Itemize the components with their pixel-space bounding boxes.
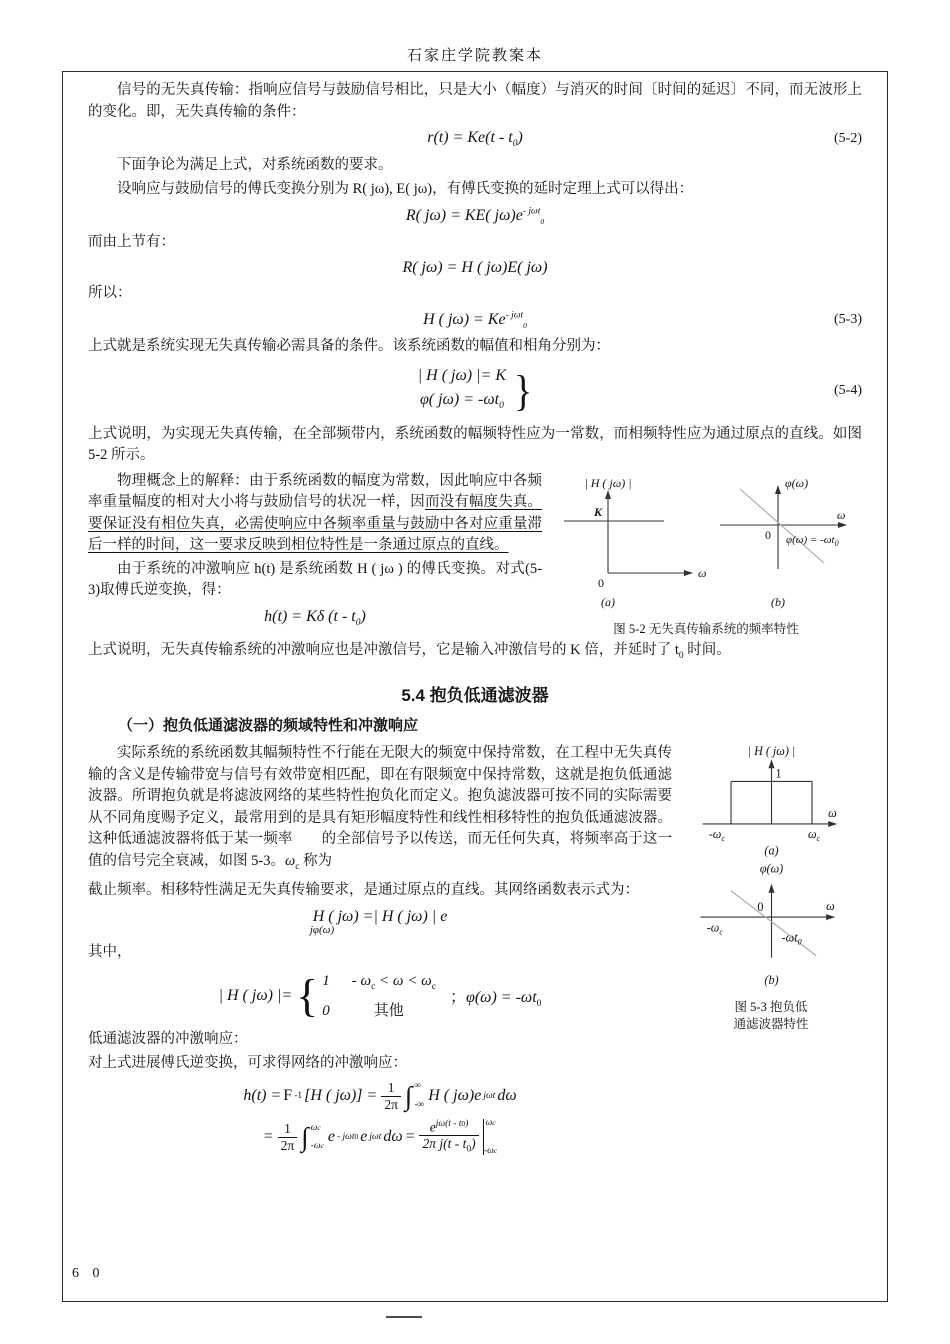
i1-domega: dω <box>497 1087 517 1105</box>
impulse-integral-1-line <box>243 1080 516 1112</box>
eq-h-body: H ( jω) = Ke <box>423 311 506 329</box>
paragraph-previous-section: 而由上节有： <box>88 233 175 250</box>
fig52a-y-arrow <box>605 490 611 499</box>
fig52b-zero-label: 0 <box>765 527 771 542</box>
eq-r1-sup: - jωt <box>522 206 541 217</box>
eq-h-sup: - jωt <box>505 310 524 321</box>
equation-network-function <box>88 908 672 936</box>
paragraph-distortionless-intro: 信号的无失真传输：指响应信号与鼓励信号相比，只是大小（幅度）与消灭的时间〔时间的延迟〕不同，而无波形上的变化。即，无失真传输的条件： <box>88 82 862 120</box>
equation-phase <box>419 390 504 411</box>
fig52b-tag: (b) <box>771 594 785 609</box>
fig53b-zero-label: 0 <box>757 900 764 915</box>
i2-lower-limit <box>311 1140 324 1152</box>
fig53b-omega-label: ω <box>826 899 835 914</box>
equation-5-3-expression <box>423 310 527 331</box>
equation-5-4-number: (5-4) <box>834 382 862 398</box>
i2-exp2-power: jωt <box>369 1132 382 1143</box>
fig53a-neg-wc-sub: c <box>721 834 725 844</box>
text-figure-row-52 <box>88 469 862 638</box>
piecewise-lhs: | H ( jω) |= <box>218 987 293 1005</box>
fig53b-wt0-main: -ωt <box>781 930 798 945</box>
equation-h-delta-expression <box>264 607 366 629</box>
eq-phase-body: φ( jω) = -ωt <box>419 390 500 408</box>
impulse-integral-2-line <box>263 1118 497 1156</box>
i2-fraction2-den <box>419 1136 478 1156</box>
equation-5-2 <box>88 129 862 149</box>
fig53b-y-arrow <box>768 884 774 893</box>
i2-exp1-power-main: - jωt <box>336 1132 355 1143</box>
equation-5-3 <box>88 311 862 331</box>
i2-frac2-den-close: ) <box>471 1135 476 1151</box>
i1-fourier-operator: F <box>283 1087 293 1105</box>
i2-evaluation-bar <box>483 1118 498 1156</box>
pw-phase-expression: φ(ω) = -ωt <box>465 988 537 1006</box>
equation-r-ke <box>88 206 862 226</box>
fig52b-ylabel: φ(ω) <box>785 475 809 490</box>
i1-fraction-num: 1 <box>381 1080 401 1097</box>
fig53a-y-arrow <box>768 759 774 768</box>
i1-integral-sign: ∫ <box>404 1080 413 1111</box>
fig53b-neg-wc-sub: c <box>719 927 723 937</box>
piecewise-group <box>219 969 542 1023</box>
network-function-exponent <box>62 924 614 936</box>
fig52b-x-arrow <box>838 522 847 528</box>
right-brace-glyph: } <box>513 366 533 415</box>
i2-lower-main: -ω <box>310 1141 321 1152</box>
fig53a-x-arrow <box>828 821 837 827</box>
i1-integral-limits <box>414 1081 424 1111</box>
piecewise-rows <box>322 969 436 1023</box>
figure-5-3-caption <box>680 999 862 1033</box>
paragraph-lpf-impulse-title: 低通滤波器的冲激响应： <box>88 1031 248 1048</box>
equation-piecewise <box>88 969 672 1023</box>
paragraph-cutoff: 截止频率。相移特性满足无失真传输要求，是通过原点的直线。其网络函数表示式为： <box>88 882 639 899</box>
paragraph-flat-response: 上式说明，为实现无失真传输，在全部频带内，系统函数的幅频特性应为一常数，而相频特性应为通过原点的直线。如图 5-2 所示。 <box>88 425 862 464</box>
piecewise-row-1 <box>322 973 436 993</box>
fig53b-wt0-sub: 0 <box>797 937 802 947</box>
text-figure-row-53 <box>88 741 862 1162</box>
i2-fraction1-den: 2π <box>280 1137 295 1153</box>
network-function-exponent-text: jφ(ω) <box>309 923 335 936</box>
i2-lower-sub: c <box>320 1141 324 1151</box>
i2-fraction2-num <box>419 1119 478 1136</box>
eq-r1-body: R( jω) = KE( jω)e <box>405 206 523 224</box>
i2-bar-lower-main: -ω <box>483 1146 494 1157</box>
network-function-expression: H ( jω) =| H ( jω) | e <box>312 907 448 925</box>
equation-r-he-expression: R( jω) = H ( jω)E( jω) <box>402 259 548 277</box>
ideal-lpf-part2: 称为 <box>299 852 333 869</box>
fig53b-neg-wc-label <box>707 921 724 937</box>
i2-bar-limits <box>484 1118 497 1156</box>
page-header-title: 石家庄学院教案本 <box>406 48 543 64</box>
section-5-4-subtitle: （一）抱负低通滤波器的频域特性和冲激响应 <box>118 717 419 735</box>
equation-5-2-number: (5-2) <box>834 131 862 147</box>
paragraph-discussion: 下面争论为满足上式，对系统函数的要求。 <box>117 157 393 174</box>
i2-integral-sign: ∫ <box>301 1121 309 1152</box>
i2-bar-lower <box>484 1146 497 1156</box>
fig53a-omega-label: ω <box>828 806 837 821</box>
i2-integral-limits <box>311 1122 324 1152</box>
fig52b-omega-label: ω <box>837 507 846 522</box>
i2-frac2-den-main: 2π j(t - t <box>422 1135 467 1151</box>
i1-integrand-exponent: jωt <box>483 1091 496 1102</box>
i2-fraction-2 <box>419 1119 478 1156</box>
fig52b-phase-eq-main: φ(ω) = -ωt <box>786 533 835 546</box>
fig52b-phase-eq-sub: 0 <box>834 538 839 548</box>
i2-exp1-power-sub: 0 <box>354 1132 359 1142</box>
fig53a-neg-wc-label <box>709 827 726 843</box>
i1-fraction-den: 2π <box>384 1096 398 1112</box>
figure-5-2-plots <box>550 473 862 613</box>
equation-r-ke-expression <box>406 207 544 224</box>
figure-5-3-caption-line2: 通滤波器特性 <box>733 1017 809 1032</box>
fig53a-ylabel: | H ( jω) | <box>747 744 796 759</box>
ideal-lpf-omega-sub: c <box>295 861 300 872</box>
i2-bar-upper-sub: c <box>492 1118 496 1128</box>
fig53b-tag: (b) <box>764 973 779 988</box>
i2-upper-main: ω <box>310 1123 318 1134</box>
ideal-lpf-omega: ω <box>284 852 296 869</box>
fig52b-y-arrow <box>775 485 781 494</box>
fig53b-ylabel: φ(ω) <box>759 861 784 876</box>
eq52-close: ) <box>517 129 523 146</box>
i2-equals-2: = <box>404 1128 416 1146</box>
i1-fraction <box>381 1080 401 1112</box>
ideal-lpf-part1: 实际系统的系统函数其幅频特性不行能在无限大的频宽中保持常数，在工程中无失真传输的含义是传输带宽与信号有效带宽相匹配，即在有限频宽中保持常数，这就是抱负低通滤波器。所谓抱负就是将滤波网络的某些特性抱负化而定义。抱负滤波器可按不同的实际需要从不同角度赐予定义，最常用到的是具有矩形幅度特性和线性相移特性的抱负低通滤波器。这种低通滤波器将低于某一频率 的全部信号予以传送，而无任何失真，将频率高于这一值的信号完全衰减，如图 5-3。 <box>88 745 672 869</box>
fig53a-tag: (a) <box>764 843 779 858</box>
i1-upper-limit: ∞ <box>414 1081 422 1092</box>
fig52a-omega-label: ω <box>698 565 707 580</box>
i2-frac2-num-exp-sub: 0 <box>461 1118 466 1128</box>
section-5-4-title: 5.4 抱负低通滤波器 <box>401 686 549 706</box>
i2-bar-upper-main: ω <box>485 1118 493 1129</box>
paragraph-fourier-setup: 设响应与鼓励信号的傅氏变换分别为 R( jω), E( jω)，有傅氏变换的延时定理上式可以得出： <box>117 180 694 197</box>
page-number: 6 0 <box>72 1266 105 1281</box>
pw-row1-value: 1 <box>322 973 330 990</box>
paragraph-inverse-fourier: 对上式进展傅氏逆变换，可求得网络的冲激响应： <box>88 1054 407 1071</box>
paragraph-impulse-response: 由于系统的冲激响应 h(t) 是系统函数 H ( jω ) 的傅氏变换。对式(5-3)取傅氏逆变换，得： <box>88 560 542 599</box>
physical-explanation-underlined: 而没有幅度失真。要保证没有相位失真，必需使响应中各频率重量与鼓励中各对应重量滞后一样的时间，这一要求反映到相位特性是一条通过原点的直线。 <box>88 494 543 554</box>
fig52a-tag: (a) <box>601 594 615 609</box>
fig52b-phase-equation <box>786 534 839 548</box>
fig52b-phase-line <box>740 489 824 563</box>
i2-upper-sub: c <box>317 1123 321 1133</box>
figure-5-3-plots <box>680 743 862 991</box>
pw-row1-cond-a: - ω <box>351 973 372 990</box>
eq-r1-sup-sub: 0 <box>540 216 545 226</box>
eq-ht-close: ) <box>360 607 366 625</box>
i2-exp2-base: e <box>360 1128 368 1146</box>
piecewise-row-2 <box>322 1003 404 1019</box>
fig53a-pos-wc-label <box>808 827 821 843</box>
eq-ht-sub: 0 <box>355 618 361 629</box>
i2-bar-lower-sub: c <box>493 1146 498 1156</box>
figure-5-2 <box>550 469 862 638</box>
equation-5-4 <box>88 364 862 418</box>
eq-ht-body: h(t) = Kδ (t - t <box>264 607 356 625</box>
i2-exp1-power <box>337 1132 358 1142</box>
i2-fraction-1 <box>278 1121 298 1153</box>
fig53a-neg-wc-main: -ω <box>708 827 722 842</box>
content-frame <box>62 71 888 1302</box>
piecewise-phase <box>450 984 541 1009</box>
equation-5-4-stack <box>418 364 506 418</box>
eq-h-sup-sub: 0 <box>523 321 527 331</box>
i2-bar-upper <box>484 1118 497 1128</box>
paragraph-impulse-conclusion <box>88 640 862 667</box>
equation-impulse-integral-1 <box>88 1080 672 1112</box>
i1-lower-limit: -∞ <box>414 1100 425 1111</box>
i2-frac2-den-sub: 0 <box>466 1144 472 1155</box>
fig53b-phase-line <box>731 891 816 956</box>
left-brace-glyph: { <box>296 970 319 1022</box>
equation-h-delta <box>88 608 542 628</box>
pw-row1-cond-b-sub: c <box>431 982 436 993</box>
eq52-body: r(t) = Ke(t - t <box>427 129 513 146</box>
i2-frac2-num-exp <box>436 1119 469 1129</box>
impulse-conclusion-part1: 上式说明，无失真传输系统的冲激响应也是冲激信号，它是输入冲激信号的 K 倍，并延时了 t <box>88 641 679 658</box>
pw-row1-cond-b: < ω < ω <box>375 973 432 990</box>
pw-separator: ； <box>449 988 466 1006</box>
bottom-stray-mark <box>386 1316 422 1318</box>
equation-impulse-integral-2 <box>88 1118 672 1156</box>
fig52a-ylabel: | H ( jω) | <box>584 475 632 490</box>
fig53a-pos-wc-sub: c <box>816 834 821 844</box>
left-column-52 <box>88 469 542 638</box>
equation-5-3-number: (5-3) <box>834 312 862 328</box>
eq52-sub: 0 <box>512 139 518 150</box>
pw-phase-sub: 0 <box>536 998 542 1009</box>
i2-equals: = <box>262 1128 274 1146</box>
figure-5-3 <box>680 741 862 1162</box>
paragraph-therefore: 所以： <box>88 285 132 302</box>
i2-frac2-num-base: e <box>429 1119 436 1135</box>
equation-5-2-expression <box>427 129 523 150</box>
i1-lhs: h(t) = <box>243 1087 282 1105</box>
fig53a-one-label: 1 <box>775 766 782 781</box>
i2-frac2-num-exp-main: jω(t - t <box>435 1118 462 1129</box>
fig53b-wt0-label <box>782 931 802 947</box>
i2-exp1-base: e <box>327 1128 335 1146</box>
left-column-53 <box>88 741 672 1162</box>
pw-row2-value: 0 <box>322 1003 330 1020</box>
fig53b-x-arrow <box>826 914 835 920</box>
fig53a-pos-wc-main: ω <box>807 827 817 842</box>
i1-integrand: H ( jω)e <box>428 1087 482 1105</box>
impulse-conclusion-part2: 时间。 <box>683 641 731 658</box>
fig52a-k-label: K <box>594 504 603 519</box>
paragraph-condition: 上式就是系统实现无失真传输必需具备的条件。该系统函数的幅值和相角分别为： <box>88 338 610 355</box>
impulse-conclusion-sub: 0 <box>678 650 684 661</box>
paragraph-physical-explanation <box>88 471 542 557</box>
pw-row2-condition: 其他 <box>373 1003 404 1020</box>
eq-phase-sub: 0 <box>499 400 504 411</box>
i2-upper-limit <box>311 1122 324 1134</box>
i1-bracket: [H ( jω)] = <box>304 1087 378 1105</box>
equation-magnitude: | H ( jω) |= K <box>417 366 506 384</box>
equation-r-he <box>88 259 862 277</box>
i2-fraction1-num: 1 <box>278 1121 298 1138</box>
figure-5-3-caption-line1: 图 5-3 抱负低 <box>734 1000 808 1015</box>
fig52a-zero-label: 0 <box>598 575 604 590</box>
pw-row1-cond-a-sub: c <box>371 982 376 993</box>
figure-5-2-caption: 图 5-2 无失真传输系统的频率特性 <box>613 621 799 636</box>
fig53b-neg-wc-main: -ω <box>706 920 720 935</box>
paragraph-where: 其中， <box>88 943 132 960</box>
paragraph-ideal-lpf <box>88 743 672 878</box>
i1-fourier-exponent: -1 <box>294 1091 303 1102</box>
i2-frac2-num-exp-close: ) <box>465 1118 469 1129</box>
i2-domega: dω <box>383 1128 403 1146</box>
physical-explanation-part1: 物理概念上的解释：由于系统函数的幅度为常数，因此响应中各频率重量幅度的相对大小将与鼓励信号的状况一样，因 <box>88 472 542 511</box>
fig52a-x-arrow <box>684 570 693 576</box>
